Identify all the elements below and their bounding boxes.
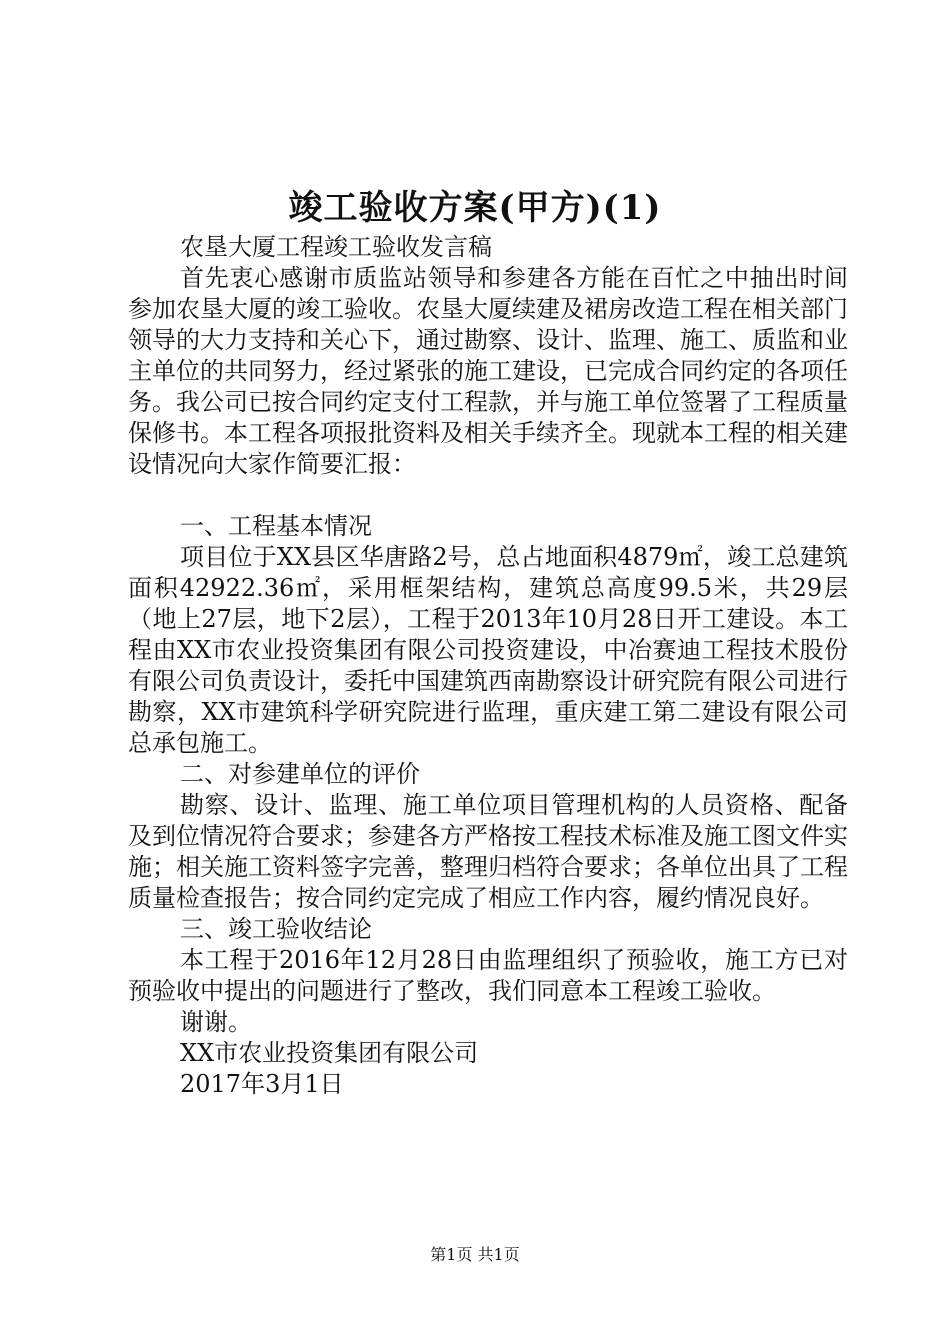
section-heading-conclusion: 三、竣工验收结论 (180, 915, 372, 943)
document-title: 竣工验收方案(甲方)(1) (288, 188, 662, 228)
signature-company: XX市农业投资集团有限公司 (180, 1039, 479, 1067)
basic-info-paragraph: 项目位于XX县区华唐路2号，总占地面积4879㎡，竣工总建筑面积42922.36㎡，采用框架结构，建筑总高度99.5米，共29层（地上27层，地下2层），工程于2013年10月28日开工建设。本工程由XX市农业投资集团有限公司投资建设，中冶赛迪工程技术股份有限公司负责设计，委托中国建筑西南勘察设计研究院有限公司进行勘察，XX市建筑科学研究院进行监理，重庆建工第二建设有限公司总承包施工。 (128, 543, 848, 757)
paragraph-gap (128, 480, 848, 511)
section-heading-basic-info: 一、工程基本情况 (180, 512, 372, 540)
document-body (128, 232, 848, 1100)
signature-date: 2017年3月1日 (180, 1070, 344, 1098)
intro-paragraph: 首先衷心感谢市质监站领导和参建各方能在百忙之中抽出时间参加农垦大厦的竣工验收。农垦大厦续建及裙房改造工程在相关部门领导的大力支持和关心下，通过勘察、设计、监理、施工、质监和业主单位的共同努力，经过紧张的施工建设，已完成合同约定的各项任务。我公司已按合同约定支付工程款，并与施工单位签署了工程质量保修书。本工程各项报批资料及相关手续齐全。现就本工程的相关建设情况向大家作简要汇报： (128, 264, 848, 478)
thanks-line: 谢谢。 (180, 1008, 252, 1036)
page-footer: 第1页 共1页 (430, 1245, 520, 1264)
section-heading-evaluation: 二、对参建单位的评价 (180, 760, 420, 788)
speech-heading: 农垦大厦工程竣工验收发言稿 (180, 233, 492, 261)
evaluation-paragraph: 勘察、设计、监理、施工单位项目管理机构的人员资格、配备及到位情况符合要求；参建各方严格按工程技术标准及施工图文件实施；相关施工资料签字完善，整理归档符合要求；各单位出具了工程质量检查报告；按合同约定完成了相应工作内容，履约情况良好。 (128, 791, 848, 912)
conclusion-paragraph: 本工程于2016年12月28日由监理组织了预验收，施工方已对预验收中提出的问题进行了整改，我们同意本工程竣工验收。 (128, 946, 848, 1005)
